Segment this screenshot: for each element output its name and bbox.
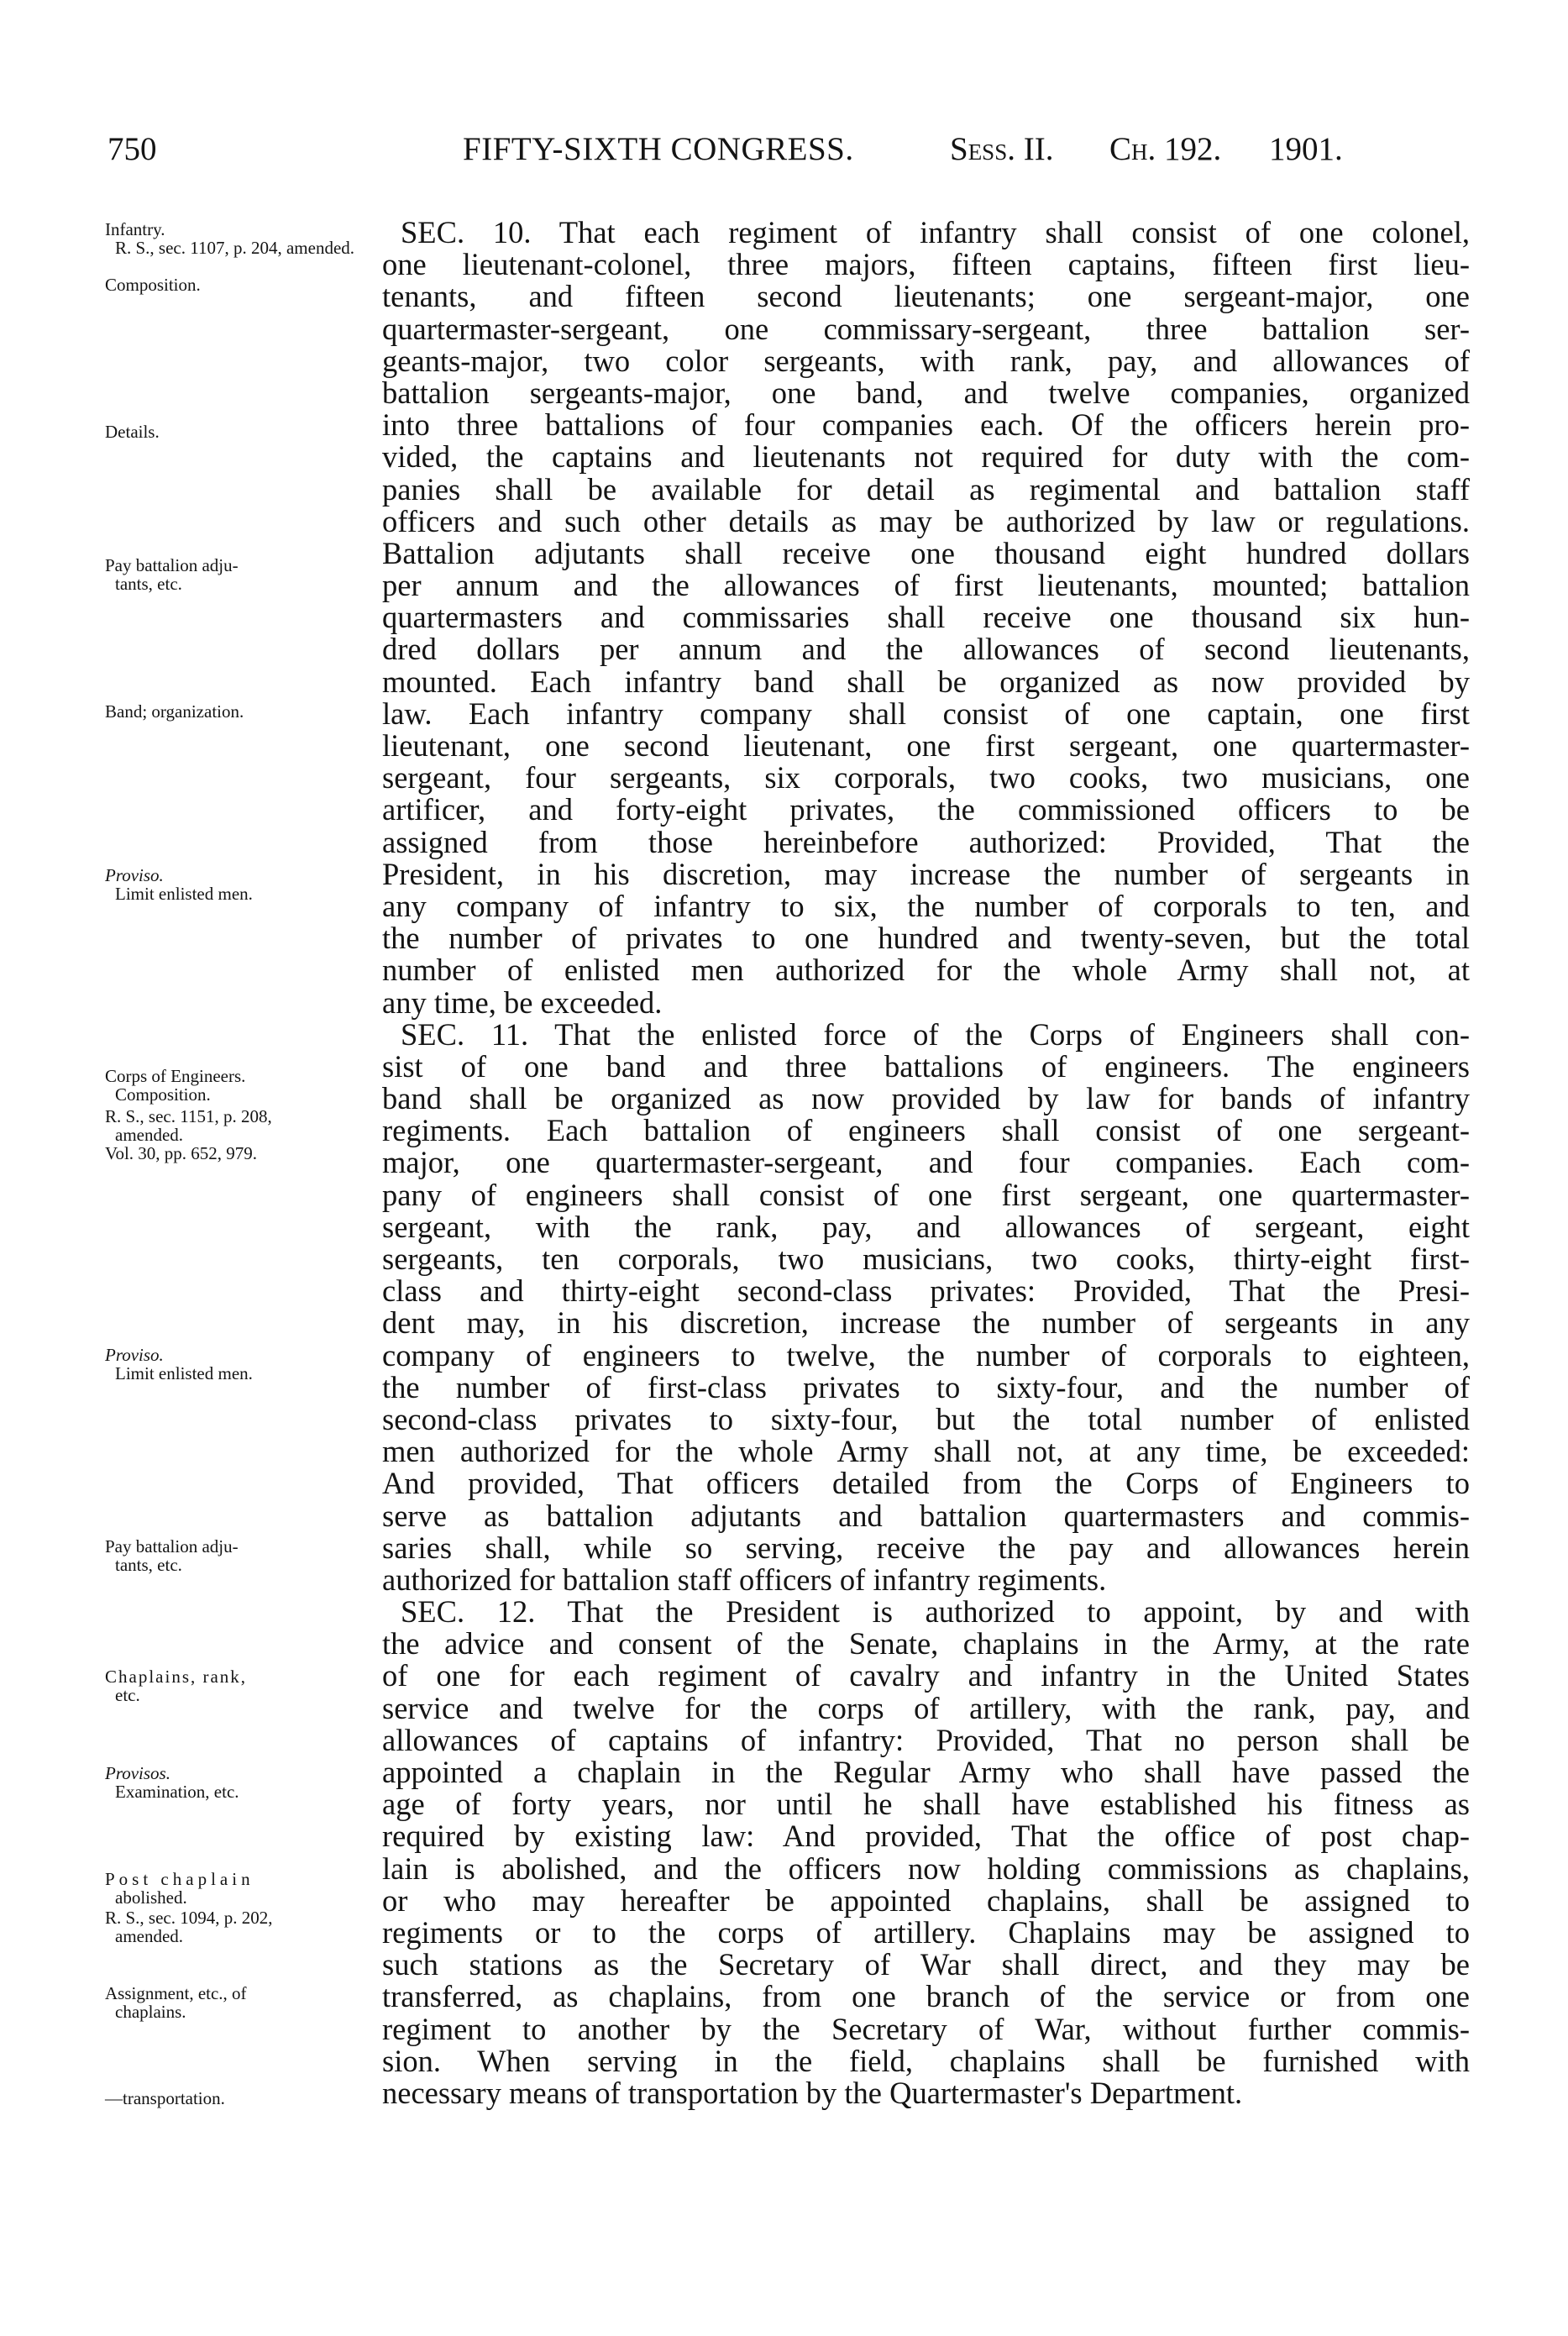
text-line: any time, be exceeded. [382,984,663,1020]
text-line: one lieutenant-colonel, three majors, fifteen captains, fifteen first lieu- [382,247,1470,282]
text-line: SEC. 12. That the President is authorized to appoint, by and with [401,1594,1470,1630]
text-line: dent may, in his discretion, increase the number of sergeants in any [382,1305,1470,1341]
text-line: number of enlisted men authorized for the whole Army shall not, at [382,953,1470,988]
text-line: sergeant, four sergeants, six corporals, two cooks, two musicians, one [382,760,1470,795]
text-line: regiment to another by the Secretary of War, without further commis- [382,2011,1470,2046]
margin-note: Chaplains, rank, etc. [105,1667,248,1705]
text-line: transferred, as chaplains, from one branch of the service or from one [382,1979,1470,2014]
text-line: geants-major, two color sergeants, with rank, pay, and allowances of [382,343,1470,378]
text-line: such stations as the Secretary of War shall direct, and they may be [382,1947,1470,1982]
text-line: battalion sergeants-major, one band, and twelve companies, organized [382,375,1470,410]
text-line: quartermaster-sergeant, one commissary-sergeant, three battalion ser- [382,311,1470,346]
text-line: mounted. Each infantry band shall be organized as now provided by [382,664,1470,699]
text-line: sist of one band and three battalions of engineers. The engineers [382,1048,1470,1084]
text-line: authorized for battalion staff officers of infantry regiments. [382,1562,1107,1597]
margin-note: Vol. 30, pp. 652, 979. [105,1143,258,1163]
text-line: serve as battalion adjutants and battalion quartermasters and commis- [382,1498,1470,1533]
text-line: Battalion adjutants shall receive one thousand eight hundred dollars [382,535,1470,570]
text-line: service and twelve for the corps of artillery, with the rank, pay, and [382,1690,1470,1725]
text-line: regiments or to the corps of artillery. Chaplains may be assigned to [382,1914,1470,1950]
text-line: assigned from those hereinbefore authorized: Provided, That the [382,824,1470,859]
text-line: law. Each infantry company shall consist of one captain, one first [382,696,1470,731]
text-line: SEC. 10. That each regiment of infantry shall consist of one colonel, [401,215,1470,249]
text-line: President, in his discretion, may increase the number of sergeants in [382,856,1470,891]
margin-note: —transportation. [105,2088,225,2108]
running-title: FIFTY-SIXTH CONGRESS. [463,131,854,167]
margin-note: Details. [105,422,160,442]
page-number: 750 [108,131,157,167]
text-line: lieutenant, one second lieutenant, one first sergeant, one quartermaster- [382,728,1470,763]
text-line: panies shall be available for detail as regimental and battalion staff [382,471,1470,507]
text-line: lain is abolished, and the officers now holding commissions as chaplains, [382,1850,1470,1886]
text-line: artificer, and forty-eight privates, the commissioned officers to be [382,792,1470,827]
running-header [108,130,1485,181]
text-line: SEC. 11. That the enlisted force of the Corps of Engineers shall con- [401,1016,1470,1052]
text-line: sergeant, with the rank, pay, and allowances of sergeant, eight [382,1209,1470,1244]
chapter-label: Ch. 192. [1109,131,1222,167]
margin-note: R. S., sec. 1094, p. 202, amended. [105,1908,273,1946]
text-line: into three battalions of four companies each. Of the officers herein pro- [382,407,1470,443]
session-label: Sess. II. [950,131,1054,167]
text-line: age of forty years, nor until he shall have established his fitness as [382,1787,1470,1822]
margin-note: R. S., sec. 1151, p. 208, amended. [105,1106,272,1145]
text-line: or who may hereafter be appointed chaplains, shall be assigned to [382,1882,1470,1918]
text-line: officers and such other details as may be authorized by law or regulations. [382,503,1470,538]
text-line: major, one quartermaster-sergeant, and four companies. Each com- [382,1145,1470,1180]
text-line: regiments. Each battalion of engineers shall consist of one sergeant- [382,1113,1470,1148]
text-line: necessary means of transportation by the Quartermaster's Department. [382,2075,1243,2110]
text-line: sion. When serving in the field, chaplains shall be furnished with [382,2043,1470,2078]
margin-note: Provisos. Examination, etc. [105,1763,239,1802]
margin-note: Proviso. Limit enlisted men. [105,865,253,904]
text-line: sergeants, ten corporals, two musicians, two cooks, thirty-eight first- [382,1241,1470,1276]
text-line: second-class privates to sixty-four, but the total number of enlisted [382,1401,1470,1436]
text-line: quartermasters and commissaries shall receive one thousand six hun- [382,600,1470,635]
margin-note: Assignment, etc., of chaplains. [105,1983,247,2022]
margin-note: Band; organization. [105,701,244,722]
text-line: per annum and the allowances of first lieutenants, mounted; battalion [382,568,1470,603]
text-line: appointed a chaplain in the Regular Army who shall have passed the [382,1755,1470,1789]
text-line: men authorized for the whole Army shall not, at any time, be exceeded: [382,1434,1470,1469]
margin-note: Pay battalion adju- tants, etc. [105,555,239,594]
text-line: the advice and consent of the Senate, chaplains in the Army, at the rate [382,1626,1470,1661]
margin-note: Pay battalion adju- tants, etc. [105,1536,239,1575]
text-line: allowances of captains of infantry: Provided, That no person shall be [382,1722,1470,1757]
margin-note: Composition. [105,275,201,295]
text-line: class and thirty-eight second-class privates: Provided, That the Presi- [382,1273,1470,1309]
text-line: vided, the captains and lieutenants not required for duty with the com- [382,439,1470,475]
text-line: And provided, That officers detailed from the Corps of Engineers to [382,1466,1470,1501]
text-line: pany of engineers shall consist of one first sergeant, one quartermaster- [382,1177,1470,1212]
year-label: 1901. [1269,131,1343,167]
statute-text [382,217,1470,2109]
text-line: tenants, and fifteen second lieutenants; one sergeant-major, one [382,279,1470,314]
text-line: band shall be organized as now provided by law for bands of infantry [382,1081,1470,1116]
text-line: company of engineers to twelve, the number of corporals to eighteen, [382,1337,1470,1373]
text-line: dred dollars per annum and the allowances of second lieutenants, [382,632,1470,667]
text-line: the number of privates to one hundred and twenty-seven, but the total [382,921,1470,956]
text-line: required by existing law: And provided, That the office of post chap- [382,1819,1470,1854]
margin-note: Post chaplain abolished. [105,1869,254,1908]
text-line: saries shall, while so serving, receive the pay and allowances herein [382,1530,1470,1565]
text-line: any company of infantry to six, the number of corporals to ten, and [382,888,1470,923]
text-line: of one for each regiment of cavalry and infantry in the United States [382,1658,1470,1693]
margin-note: Corps of Engineers. Composition. [105,1066,246,1105]
margin-note: Infantry. R. S., sec. 1107, p. 204, amended. [105,219,355,258]
margin-note: Proviso. Limit enlisted men. [105,1345,253,1383]
text-line: the number of first-class privates to sixty-four, and the number of [382,1369,1470,1404]
